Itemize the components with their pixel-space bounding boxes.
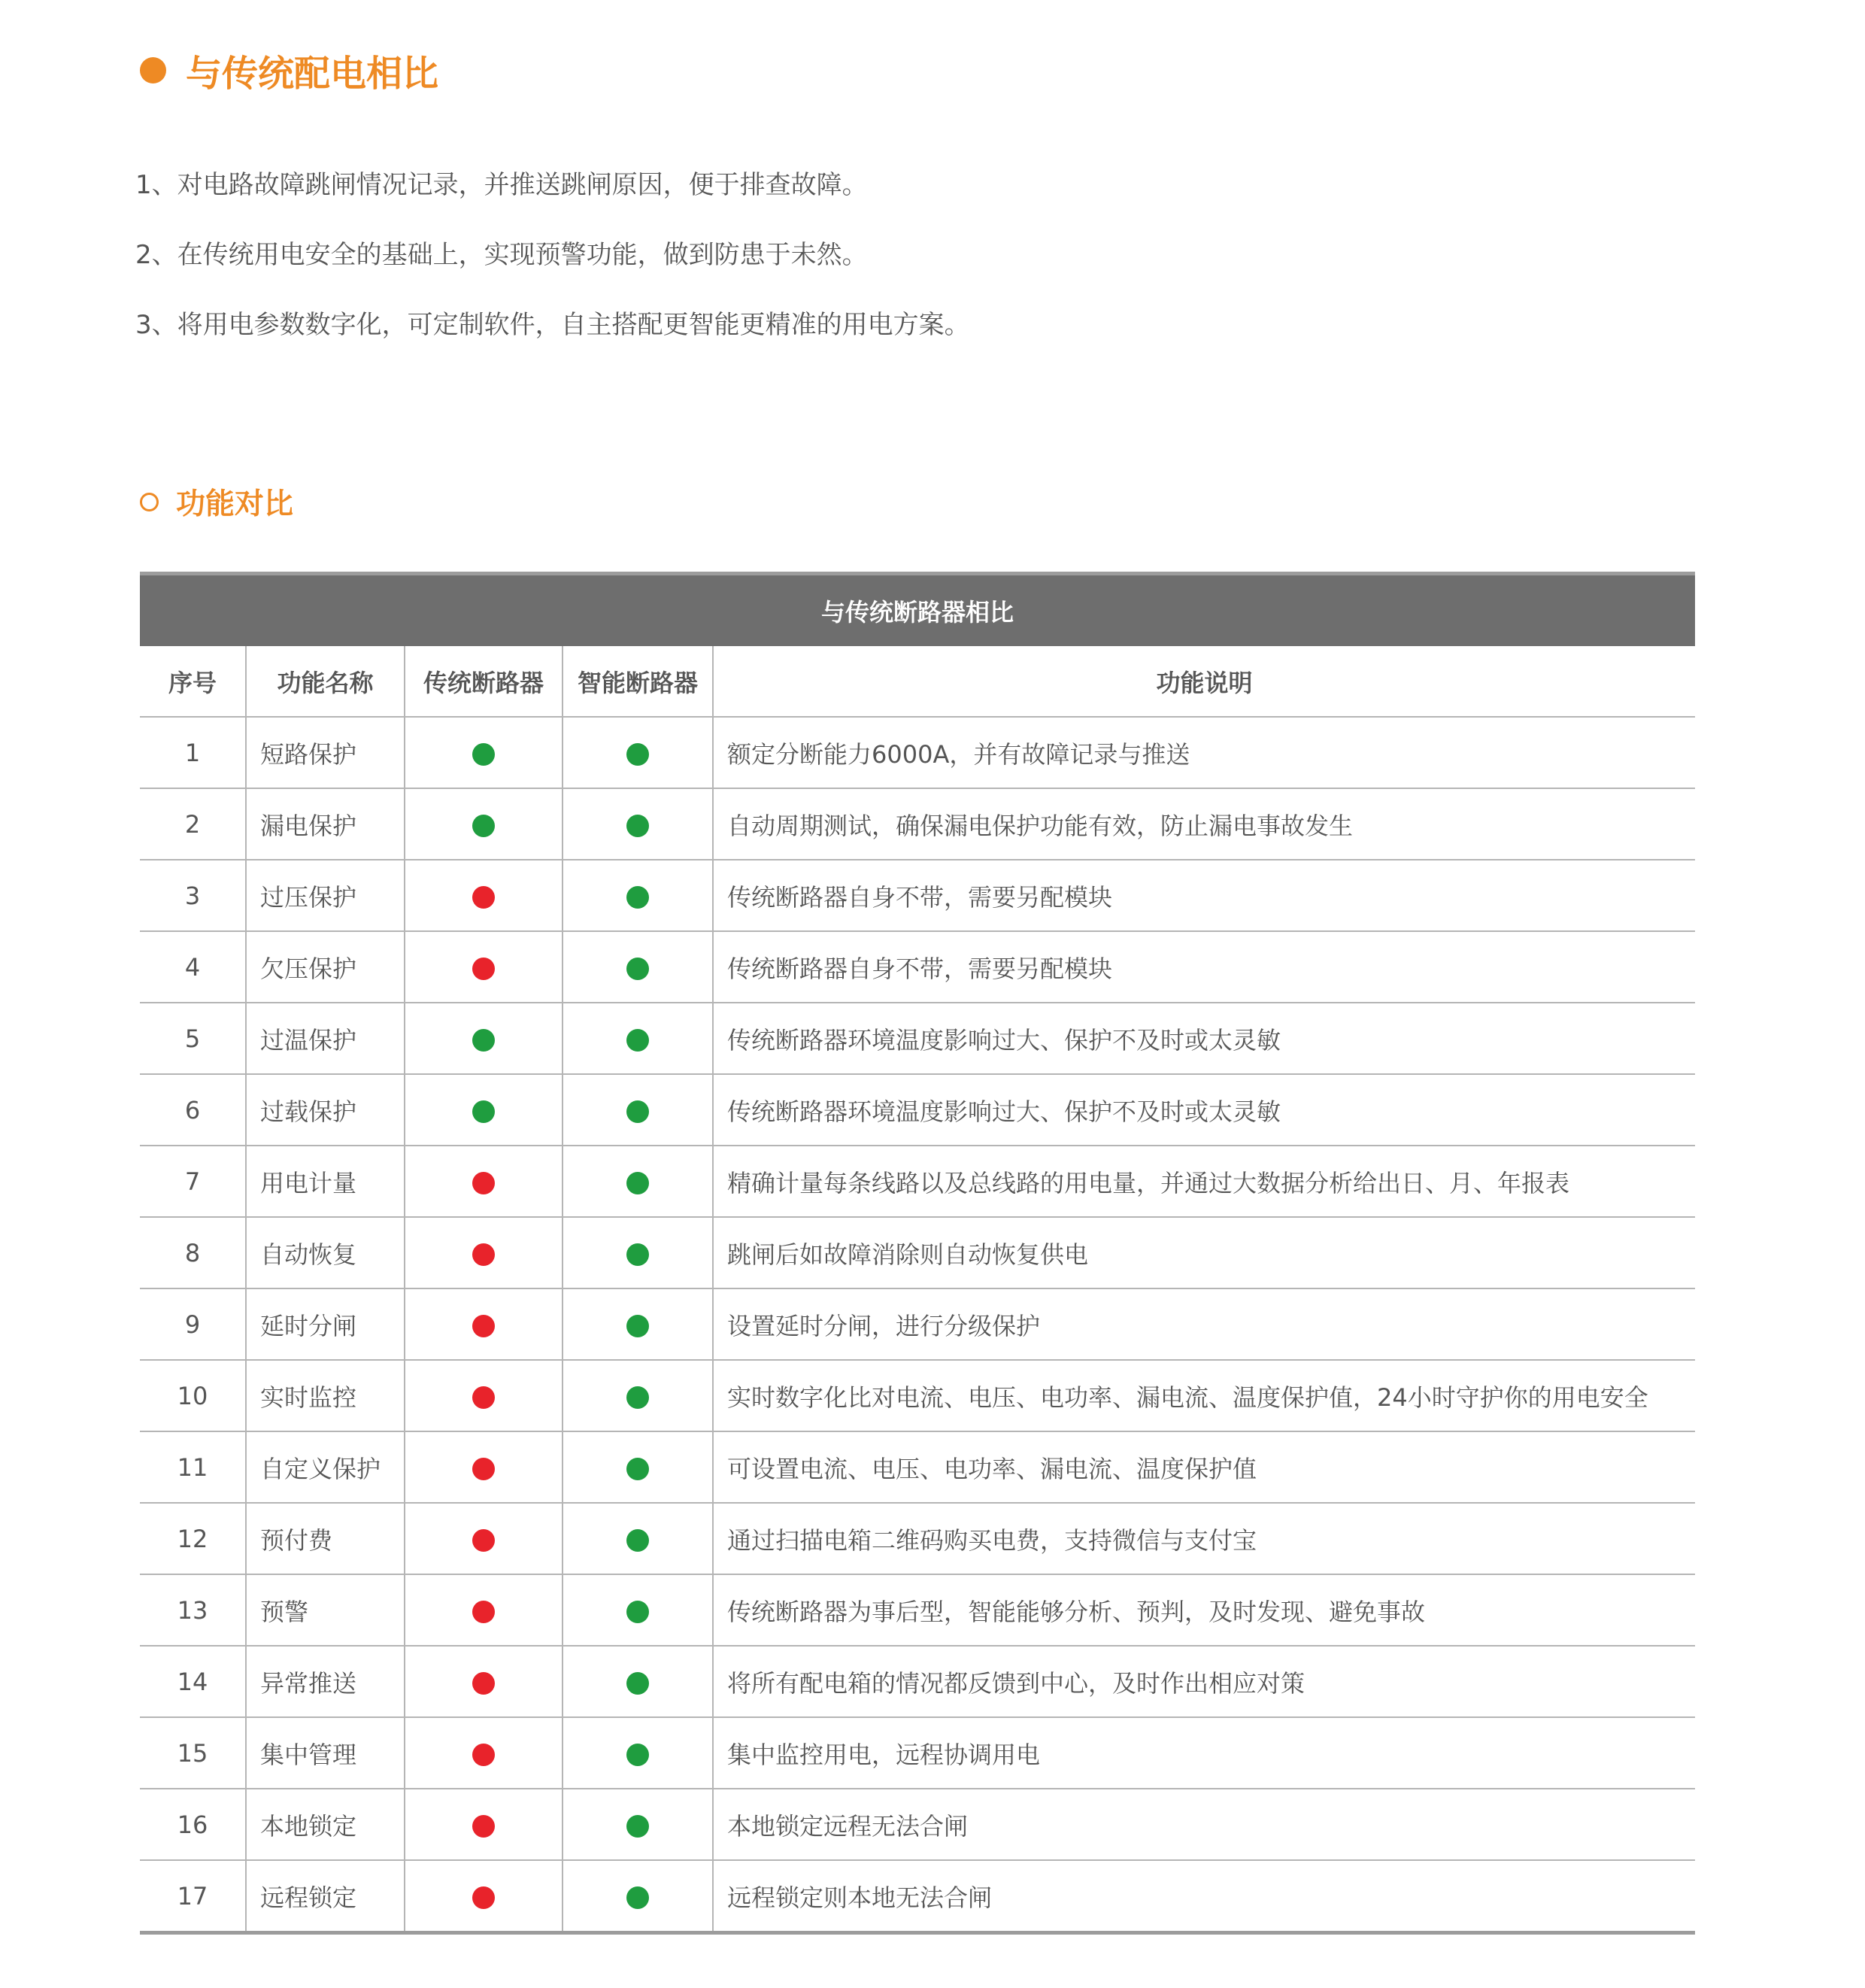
table-row [140,1860,1695,1933]
smart-status-cell [563,1574,713,1646]
feature-name: 过载保护 [246,1074,405,1146]
table-row [140,931,1695,1003]
table-row [140,1288,1695,1360]
comparison-grid [140,646,1695,1935]
table-row [140,1074,1695,1146]
traditional-status-cell [405,788,563,860]
row-number: 14 [140,1646,246,1717]
advantage-item: 2、在传统用电安全的基础上，实现预警功能，做到防患于未然。 [135,240,868,270]
header-no: 序号 [140,646,246,717]
row-number: 15 [140,1717,246,1789]
red-dot-icon [472,886,495,909]
row-number: 16 [140,1789,246,1860]
smart-status-cell [563,1003,713,1074]
red-dot-icon [472,1243,495,1266]
feature-name: 自动恢复 [246,1217,405,1288]
row-number: 11 [140,1431,246,1503]
row-number: 8 [140,1217,246,1288]
smart-status-cell [563,1789,713,1860]
feature-description: 传统断路器环境温度影响过大、保护不及时或太灵敏 [713,1003,1695,1074]
feature-name: 预警 [246,1574,405,1646]
traditional-status-cell [405,1074,563,1146]
feature-description: 远程锁定则本地无法合闸 [713,1860,1695,1933]
smart-status-cell [563,860,713,931]
green-dot-icon [626,1100,649,1123]
row-number: 1 [140,717,246,788]
feature-description: 额定分断能力6000A，并有故障记录与推送 [713,717,1695,788]
feature-name: 延时分闸 [246,1288,405,1360]
green-dot-icon [626,1029,649,1052]
bullet-circle-icon [140,493,159,511]
green-dot-icon [626,1315,649,1337]
red-dot-icon [472,1672,495,1695]
feature-name: 欠压保护 [246,931,405,1003]
feature-name: 预付费 [246,1503,405,1574]
row-number: 2 [140,788,246,860]
feature-name: 异常推送 [246,1646,405,1717]
red-dot-icon [472,1744,495,1766]
red-dot-icon [472,1529,495,1552]
smart-status-cell [563,1074,713,1146]
red-dot-icon [472,1386,495,1409]
row-number: 17 [140,1860,246,1933]
table-row [140,1003,1695,1074]
smart-status-cell [563,1360,713,1431]
smart-status-cell [563,1860,713,1933]
row-number: 9 [140,1288,246,1360]
feature-name: 短路保护 [246,717,405,788]
table-row [140,1574,1695,1646]
smart-status-cell [563,717,713,788]
traditional-status-cell [405,1217,563,1288]
table-row [140,1789,1695,1860]
feature-name: 本地锁定 [246,1789,405,1860]
feature-description: 跳闸后如故障消除则自动恢复供电 [713,1217,1695,1288]
table-row [140,788,1695,860]
green-dot-icon [626,1458,649,1480]
advantage-list [135,150,970,360]
table-body [140,717,1695,1933]
traditional-status-cell [405,1574,563,1646]
smart-status-cell [563,1146,713,1217]
feature-description: 传统断路器自身不带，需要另配模块 [713,860,1695,931]
table-row [140,1503,1695,1574]
table-row [140,1717,1695,1789]
table-row [140,717,1695,788]
traditional-status-cell [405,1360,563,1431]
red-dot-icon [472,1601,495,1623]
advantage-item: 3、将用电参数数字化，可定制软件，自主搭配更智能更精准的用电方案。 [135,310,970,340]
smart-status-cell [563,1431,713,1503]
feature-name: 过温保护 [246,1003,405,1074]
green-dot-icon [472,1100,495,1123]
green-dot-icon [626,958,649,980]
comparison-table [140,572,1695,1935]
table-row [140,860,1695,931]
traditional-status-cell [405,1288,563,1360]
green-dot-icon [626,1601,649,1623]
green-dot-icon [472,815,495,837]
feature-description: 实时数字化比对电流、电压、电功率、漏电流、温度保护值，24小时守护你的用电安全 [713,1360,1695,1431]
table-row [140,1146,1695,1217]
feature-description: 通过扫描电箱二维码购买电费，支持微信与支付宝 [713,1503,1695,1574]
feature-description: 自动周期测试，确保漏电保护功能有效，防止漏电事故发生 [713,788,1695,860]
feature-description: 本地锁定远程无法合闸 [713,1789,1695,1860]
section-title: 功能对比 [176,487,294,521]
feature-description: 传统断路器环境温度影响过大、保护不及时或太灵敏 [713,1074,1695,1146]
table-row [140,1431,1695,1503]
red-dot-icon [472,1458,495,1480]
row-number: 5 [140,1003,246,1074]
feature-description: 传统断路器自身不带，需要另配模块 [713,931,1695,1003]
row-number: 13 [140,1574,246,1646]
bullet-dot-icon [140,57,166,83]
traditional-status-cell [405,931,563,1003]
header-smart: 智能断路器 [563,646,713,717]
green-dot-icon [626,1672,649,1695]
feature-description: 将所有配电箱的情况都反馈到中心，及时作出相应对策 [713,1646,1695,1717]
green-dot-icon [626,1386,649,1409]
feature-description: 设置延时分闸，进行分级保护 [713,1288,1695,1360]
green-dot-icon [626,1529,649,1552]
smart-status-cell [563,788,713,860]
traditional-status-cell [405,1789,563,1860]
row-number: 10 [140,1360,246,1431]
green-dot-icon [626,1886,649,1909]
traditional-status-cell [405,1431,563,1503]
traditional-status-cell [405,1003,563,1074]
section-title: 与传统配电相比 [186,52,439,95]
feature-name: 自定义保护 [246,1431,405,1503]
smart-status-cell [563,1717,713,1789]
smart-status-cell [563,931,713,1003]
advantage-item: 1、对电路故障跳闸情况记录，并推送跳闸原因，便于排查故障。 [135,170,868,200]
feature-name: 过压保护 [246,860,405,931]
table-row [140,1217,1695,1288]
header-name: 功能名称 [246,646,405,717]
green-dot-icon [626,1815,649,1838]
red-dot-icon [472,1886,495,1909]
feature-description: 集中监控用电，远程协调用电 [713,1717,1695,1789]
row-number: 12 [140,1503,246,1574]
section-heading-function-compare [140,475,293,528]
red-dot-icon [472,958,495,980]
smart-status-cell [563,1646,713,1717]
feature-name: 集中管理 [246,1717,405,1789]
green-dot-icon [626,1744,649,1766]
traditional-status-cell [405,1646,563,1717]
red-dot-icon [472,1172,495,1194]
traditional-status-cell [405,1503,563,1574]
traditional-status-cell [405,717,563,788]
table-title: 与传统断路器相比 [140,572,1695,646]
traditional-status-cell [405,1146,563,1217]
traditional-status-cell [405,1860,563,1933]
green-dot-icon [472,743,495,766]
header-traditional: 传统断路器 [405,646,563,717]
red-dot-icon [472,1815,495,1838]
feature-name: 用电计量 [246,1146,405,1217]
smart-status-cell [563,1217,713,1288]
green-dot-icon [626,886,649,909]
red-dot-icon [472,1315,495,1337]
feature-description: 可设置电流、电压、电功率、漏电流、温度保护值 [713,1431,1695,1503]
feature-description: 传统断路器为事后型，智能能够分析、预判，及时发现、避免事故 [713,1574,1695,1646]
green-dot-icon [626,1243,649,1266]
smart-status-cell [563,1503,713,1574]
row-number: 7 [140,1146,246,1217]
green-dot-icon [626,743,649,766]
green-dot-icon [626,1172,649,1194]
section-heading-comparison [140,44,438,96]
table-row [140,1360,1695,1431]
feature-name: 远程锁定 [246,1860,405,1933]
row-number: 3 [140,860,246,931]
row-number: 6 [140,1074,246,1146]
feature-name: 漏电保护 [246,788,405,860]
table-row [140,1646,1695,1717]
feature-name: 实时监控 [246,1360,405,1431]
traditional-status-cell [405,1717,563,1789]
header-description: 功能说明 [713,646,1695,717]
green-dot-icon [472,1029,495,1052]
smart-status-cell [563,1288,713,1360]
green-dot-icon [626,815,649,837]
table-header-row [140,646,1695,717]
row-number: 4 [140,931,246,1003]
traditional-status-cell [405,860,563,931]
feature-description: 精确计量每条线路以及总线路的用电量，并通过大数据分析给出日、月、年报表 [713,1146,1695,1217]
